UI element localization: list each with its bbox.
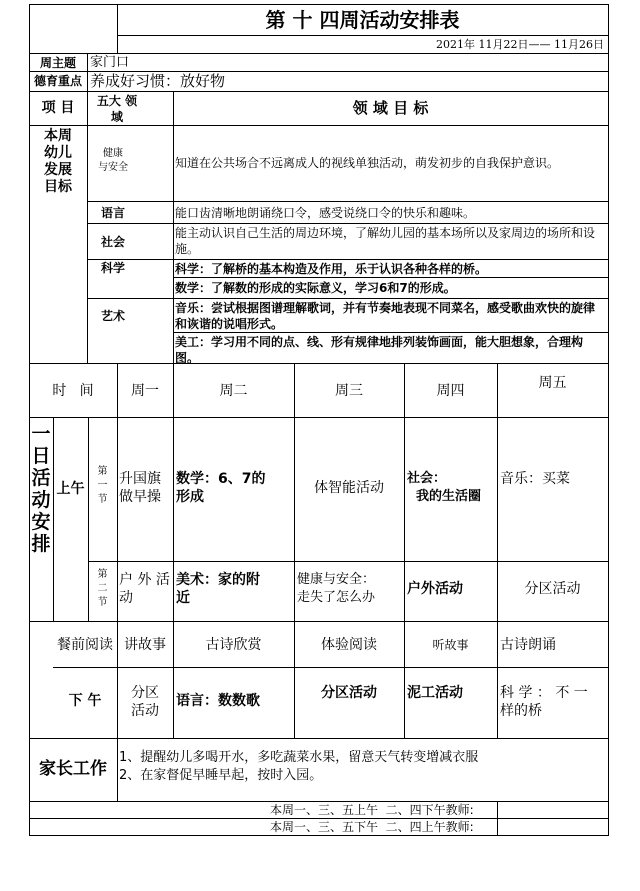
- goal-domain-science: 科学: [100, 261, 125, 275]
- reading-fri: 古诗朗诵: [500, 637, 556, 653]
- goal-target-science: 科学：了解桥的基本构造及作用，乐于认识各种各样的桥。: [175, 262, 488, 276]
- session2-bottom: [29, 621, 609, 622]
- days-header-bottom: [29, 417, 609, 418]
- teacher-value-divider-1: [497, 801, 498, 835]
- session1-wed: 体智能活动: [314, 480, 384, 496]
- border-right: [608, 4, 609, 836]
- moral-value: 养成好习惯：放好物: [90, 72, 226, 90]
- day-col-4: [404, 363, 405, 738]
- goals-side-label: 本周 幼儿 发展 目标: [44, 128, 72, 195]
- day-header-tue: 周二: [219, 383, 248, 399]
- time-header: 时 间: [52, 383, 94, 399]
- session1-label: 第 一 节: [97, 466, 108, 505]
- goal-target-music: 音乐：尝试根据图谱理解歌词，并有节奏地表现不同菜名，感受歌曲欢快的旋律和诙谐的说唱形式。: [175, 301, 596, 331]
- afternoon-fri: 科 学 ： 不 一 样的桥: [500, 685, 588, 719]
- reading-wed: 体验阅读: [321, 637, 377, 653]
- reading-bottom: [53, 667, 609, 668]
- goal-line-5: [87, 298, 608, 299]
- goal-target-craft: 美工：学习用不同的点、线、形有规律地排列装饰画面，能大胆想象，合理构图。: [175, 335, 584, 365]
- domains-header: 五大 领 域: [96, 94, 138, 124]
- parent-work-item-2: 2、在家督促早睡早起，按时入园。: [119, 768, 323, 783]
- session2-wed: 健康与安全： 走失了怎么办: [297, 572, 376, 605]
- reading-tue: 古诗欣赏: [205, 637, 262, 653]
- moral-row-line: [29, 91, 609, 92]
- project-header: 项 目: [41, 100, 75, 116]
- goal-line-3: [87, 259, 608, 260]
- goals-header-line: [29, 125, 609, 126]
- goal-line-4: [173, 277, 608, 278]
- goal-domain-language: 语言: [100, 206, 125, 220]
- theme-value: 家门口: [90, 55, 130, 70]
- page-title: 第 十 四周活动安排表: [265, 8, 460, 32]
- reading-mon: 讲故事: [124, 637, 166, 653]
- session2-fri: 分区活动: [524, 581, 581, 597]
- title-row-line: [117, 35, 608, 36]
- goal-target-math: 数学：了解数的形成的实际意义，学习6和7的形成。: [175, 281, 456, 295]
- moral-label: 德育重点: [33, 74, 82, 88]
- teacher-pm-label: 本周一、三、五下午 二、四上午教师:: [270, 820, 474, 834]
- goal-target-social: 能主动认识自己生活的周边环境，了解幼儿园的基本场所以及家周边的场所和设施。: [175, 226, 596, 256]
- schedule-side-label: 一 日 活 动 安 排: [31, 423, 51, 555]
- session1-mon: 升国旗 做早操: [119, 471, 161, 505]
- session1-fri: 音乐：买菜: [500, 471, 570, 487]
- afternoon-label: 下 午: [68, 693, 102, 709]
- afternoon-mon: 分区 活动: [131, 685, 159, 719]
- goal-target-health: 知道在公共场合不远离成人的视线单独活动，萌发初步的自我保护意识。: [175, 156, 560, 170]
- session1-thu: 社会： 我的生活圈: [407, 471, 482, 504]
- goal-target-language: 能口齿清晰地朗诵绕口令，感受说绕口令的快乐和趣味。: [175, 206, 476, 220]
- parent-work-item-1: 1、提醒幼儿多喝开水，多吃蔬菜水果，留意天气转变增减衣服: [119, 750, 479, 765]
- date-row-line: [29, 53, 609, 54]
- day-col-1: [117, 363, 118, 738]
- theme-label: 周主题: [39, 56, 76, 70]
- day-col-3: [294, 363, 295, 738]
- side-col-divider: [53, 417, 54, 621]
- date-range: 2021年 11月22日—— 11月26日: [436, 38, 604, 51]
- goal-domain-social: 社会: [100, 235, 125, 249]
- session1-bottom: [88, 561, 608, 562]
- goal-line-1: [87, 201, 608, 202]
- afternoon-wed: 分区活动: [321, 685, 377, 701]
- day-header-wed: 周三: [335, 383, 363, 399]
- day-header-thu: 周四: [436, 383, 465, 399]
- goal-domain-art: 艺术: [100, 309, 125, 323]
- border-top: [29, 4, 609, 5]
- session2-mon: 户 外 活 动: [119, 572, 170, 606]
- day-header-fri: 周五: [538, 375, 567, 391]
- border-bottom: [29, 835, 609, 836]
- reading-thu: 听故事: [432, 638, 469, 652]
- goal-line-2: [87, 223, 608, 224]
- afternoon-thu: 泥工活动: [407, 685, 463, 701]
- goal-domain-health: 健康 与安全: [98, 148, 128, 173]
- session1-tue: 数学：6、7的 形成: [176, 471, 266, 505]
- goal-line-6: [173, 332, 608, 333]
- teacher-am-label: 本周一、三、五上午 二、四下午教师:: [270, 803, 474, 817]
- domain-col-divider: [173, 91, 174, 363]
- parent-col-divider: [117, 738, 118, 801]
- parent-work-label: 家长工作: [39, 759, 107, 779]
- label-col-divider-goals: [87, 201, 88, 363]
- afternoon-bottom: [29, 738, 609, 739]
- afternoon-tue: 语言：数数歌: [176, 693, 260, 709]
- reading-label: 餐前阅读: [57, 637, 113, 653]
- day-col-5: [497, 363, 498, 738]
- morning-label: 上午: [56, 481, 85, 497]
- targets-header: 领 域 目 标: [352, 99, 429, 117]
- session2-tue: 美术：家的附 近: [176, 572, 260, 606]
- label-col-divider-top: [87, 53, 88, 201]
- day-col-2: [173, 363, 174, 738]
- session2-thu: 户外活动: [407, 581, 463, 597]
- session2-label: 第 二 节: [97, 569, 108, 608]
- day-header-mon: 周一: [131, 383, 159, 399]
